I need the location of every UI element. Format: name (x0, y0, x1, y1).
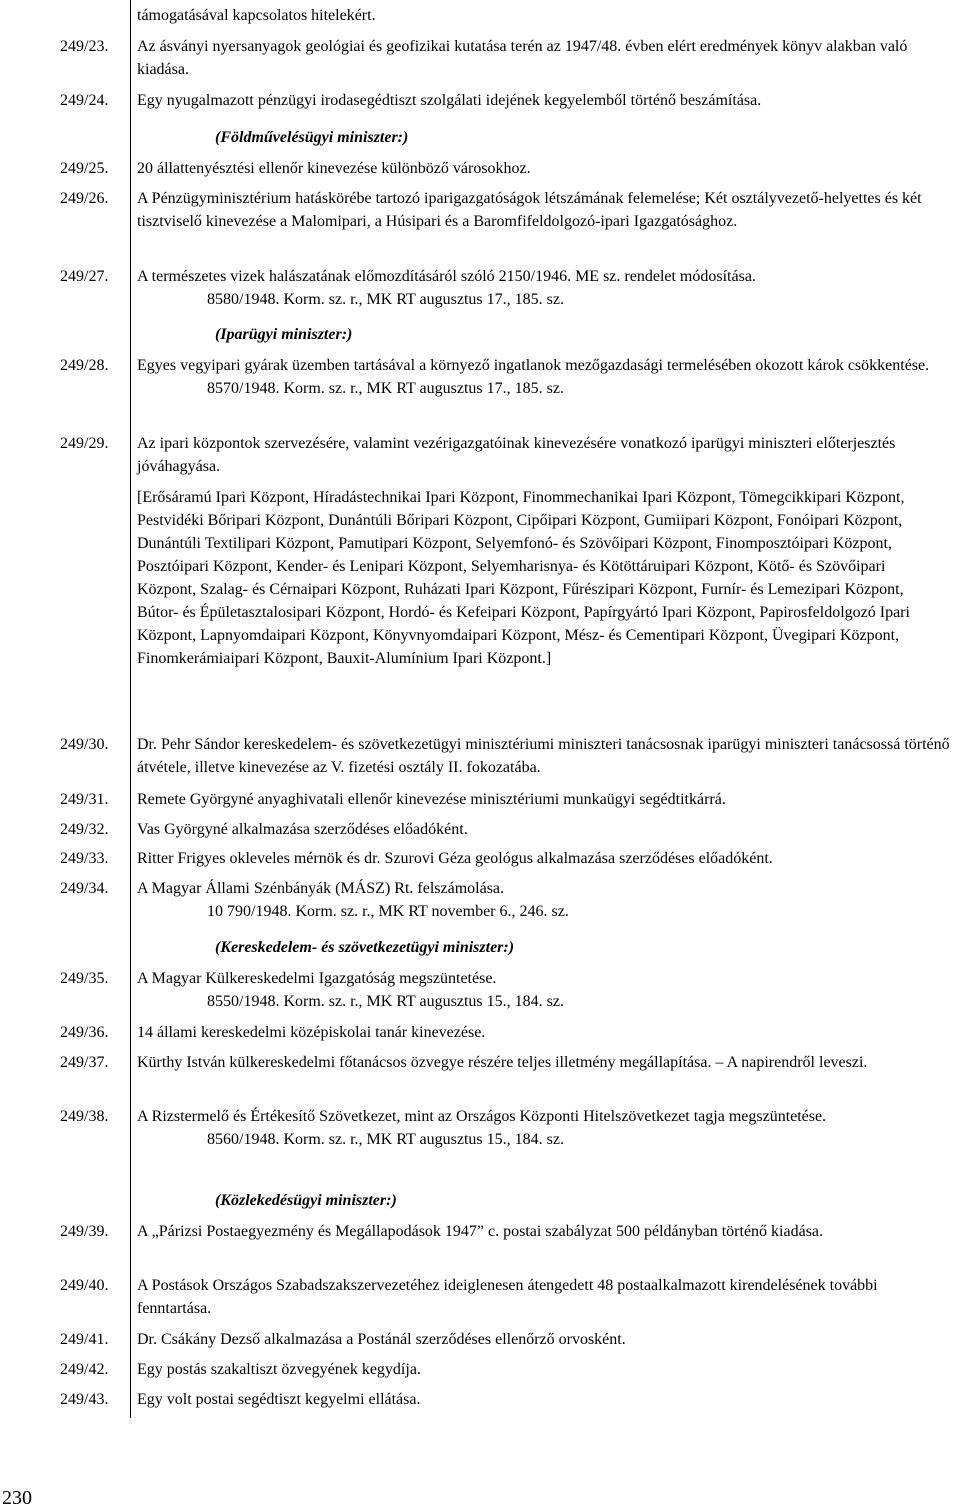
item-text: Az ásványi nyersanyagok geológiai és geofizikai kutatása terén az 1947/48. évben elért eredmények könyv alakban való kiadása. (137, 38, 908, 78)
item-number: 249/28. (60, 357, 109, 374)
industrial-centers-list: [Erősáramú Ipari Központ, Híradástechnikai Ipari Központ, Finommechanikai Ipari Központ, Tömegcikkipari Központ, Pestvidéki Bőripari Központ, Dunántúli Bőripari Központ, Cipőipari Központ, Gumiipari Központ, Fonóipari Központ, Dunántúli Textilipari Központ, Pamutipari Központ, Selyemfonó- és Szövőipari Központ, Finomposztóipari Központ, Posztóipari Központ, Kender- és Lenipari Központ, Selyemharisnya- és Kötöttáruipari Központ, Kötő- és Szövőipari Központ, Szalag- és Cérnaipari Központ, Ruházati Ipari Központ, Fűrészipari Központ, Furnír- és Lemezipari Központ, Bútor- és Épületasztalosipari Központ, Hordó- és Kefeipari Központ, Papírgyártó Ipari Központ, Papirosfeldolgozó Ipari Központ, Lapnyomdaipari Központ, Könyvnyomdaipari Központ, Mész- és Cementipari Központ, Üvegipari Központ, Finomkerámiaipari Központ, Bauxit-Alumínium Ipari Központ.] (137, 489, 910, 667)
page-number: 230 (2, 1487, 32, 1509)
column-divider (130, 0, 131, 1418)
item-text: Dr. Pehr Sándor kereskedelem- és szövetkezetügyi minisztériumi miniszteri tanácsosnak iparügyi miniszteri tanácsossá történő átvétele, illetve kinevezése az V. fizetési osztály II. fokozatába. (137, 736, 950, 776)
item-text: Ritter Frigyes okleveles mérnök és dr. Szurovi Géza geológus alkalmazása szerződéses előadóként. (137, 850, 773, 867)
section-heading: (Földművelésügyi miniszter:) (215, 129, 409, 146)
item-text: A Magyar Külkereskedelmi Igazgatóság megszüntetése. (137, 970, 497, 987)
item-text: A természetes vizek halászatának előmozdításáról szóló 2150/1946. ME sz. rendelet módosítása. (137, 268, 756, 285)
item-number: 249/35. (60, 970, 109, 987)
item-number: 249/30. (60, 736, 109, 753)
item-number: 249/33. (60, 850, 109, 867)
item-text: Egy volt postai segédtiszt kegyelmi ellátása. (137, 1391, 421, 1408)
item-number: 249/38. (60, 1108, 109, 1125)
item-number: 249/34. (60, 880, 109, 897)
item-number: 249/40. (60, 1277, 109, 1294)
item-text: Kürthy István külkereskedelmi főtanácsos özvegye részére teljes illetmény megállapítása. – A napirendről leveszi. (137, 1054, 868, 1071)
item-text: 20 állattenyésztési ellenőr kinevezése különböző városokhoz. (137, 160, 531, 177)
continuation-text: támogatásával kapcsolatos hitelekért. (137, 7, 376, 24)
decree-reference: 8560/1948. Korm. sz. r., MK RT augusztus 15., 184. sz. (207, 1131, 564, 1148)
decree-reference: 8580/1948. Korm. sz. r., MK RT augusztus 17., 185. sz. (207, 291, 564, 308)
item-number: 249/25. (60, 160, 109, 177)
item-text: Egyes vegyipari gyárak üzemben tartásával a környező ingatlanok mezőgazdasági termelésében okozott károk csökkentése. (137, 357, 930, 374)
section-heading: (Kereskedelem- és szövetkezetügyi miniszter:) (215, 939, 515, 956)
item-number: 249/29. (60, 435, 109, 452)
item-number: 249/37. (60, 1054, 109, 1071)
item-text: Az ipari központok szervezésére, valamint vezérigazgatóinak kinevezésére vonatkozó iparügyi miniszteri előterjesztés jóváhagyása. (137, 435, 896, 475)
item-number: 249/27. (60, 268, 109, 285)
item-number: 249/43. (60, 1391, 109, 1408)
item-text: Vas Györgyné alkalmazása szerződéses előadóként. (137, 821, 468, 838)
item-text: A „Párizsi Postaegyezmény és Megállapodások 1947” c. postai szabályzat 500 példányban történő kiadása. (137, 1223, 824, 1240)
item-text: Dr. Csákány Dezső alkalmazása a Postánál szerződéses ellenőrző orvosként. (137, 1331, 626, 1348)
item-text: A Postások Országos Szabadszakszervezetéhez ideiglenesen átengedett 48 postaalkalmazott kirendelésének további fenntartása. (137, 1277, 878, 1317)
item-text: 14 állami kereskedelmi középiskolai tanár kinevezése. (137, 1024, 486, 1041)
decree-reference: 8570/1948. Korm. sz. r., MK RT augusztus 17., 185. sz. (207, 380, 564, 397)
item-number: 249/36. (60, 1024, 109, 1041)
item-number: 249/39. (60, 1223, 109, 1240)
item-text: Egy postás szakaltiszt özvegyének kegydíja. (137, 1361, 421, 1378)
item-number: 249/24. (60, 92, 109, 109)
decree-reference: 8550/1948. Korm. sz. r., MK RT augusztus 15., 184. sz. (207, 993, 564, 1010)
item-number: 249/23. (60, 38, 109, 55)
item-number: 249/32. (60, 821, 109, 838)
item-text: Egy nyugalmazott pénzügyi irodasegédtiszt szolgálati idejének kegyelemből történő beszámítása. (137, 92, 762, 109)
item-number: 249/31. (60, 791, 109, 808)
item-number: 249/41. (60, 1331, 109, 1348)
item-number: 249/42. (60, 1361, 109, 1378)
item-text: A Pénzügyminisztérium hatáskörébe tartozó iparigazgatóságok létszámának felemelése; Két osztályvezető-helyettes és két tisztviselő kinevezése a Malomipari, a Húsipari és a Baromfifeldolgozó-ipari Igazgatósághoz. (137, 190, 922, 230)
item-number: 249/26. (60, 190, 109, 207)
section-heading: (Közlekedésügyi miniszter:) (215, 1192, 397, 1209)
item-text: Remete Györgyné anyaghivatali ellenőr kinevezése minisztériumi munkaügyi segédtitkárrá. (137, 791, 726, 808)
section-heading: (Iparügyi miniszter:) (215, 326, 353, 343)
item-text: A Magyar Állami Szénbányák (MÁSZ) Rt. felszámolása. (137, 880, 505, 897)
item-text: A Rizstermelő és Értékesítő Szövetkezet, mint az Országos Központi Hitelszövetkezet tagja megszüntetése. (137, 1108, 827, 1125)
decree-reference: 10 790/1948. Korm. sz. r., MK RT november 6., 246. sz. (207, 903, 569, 920)
